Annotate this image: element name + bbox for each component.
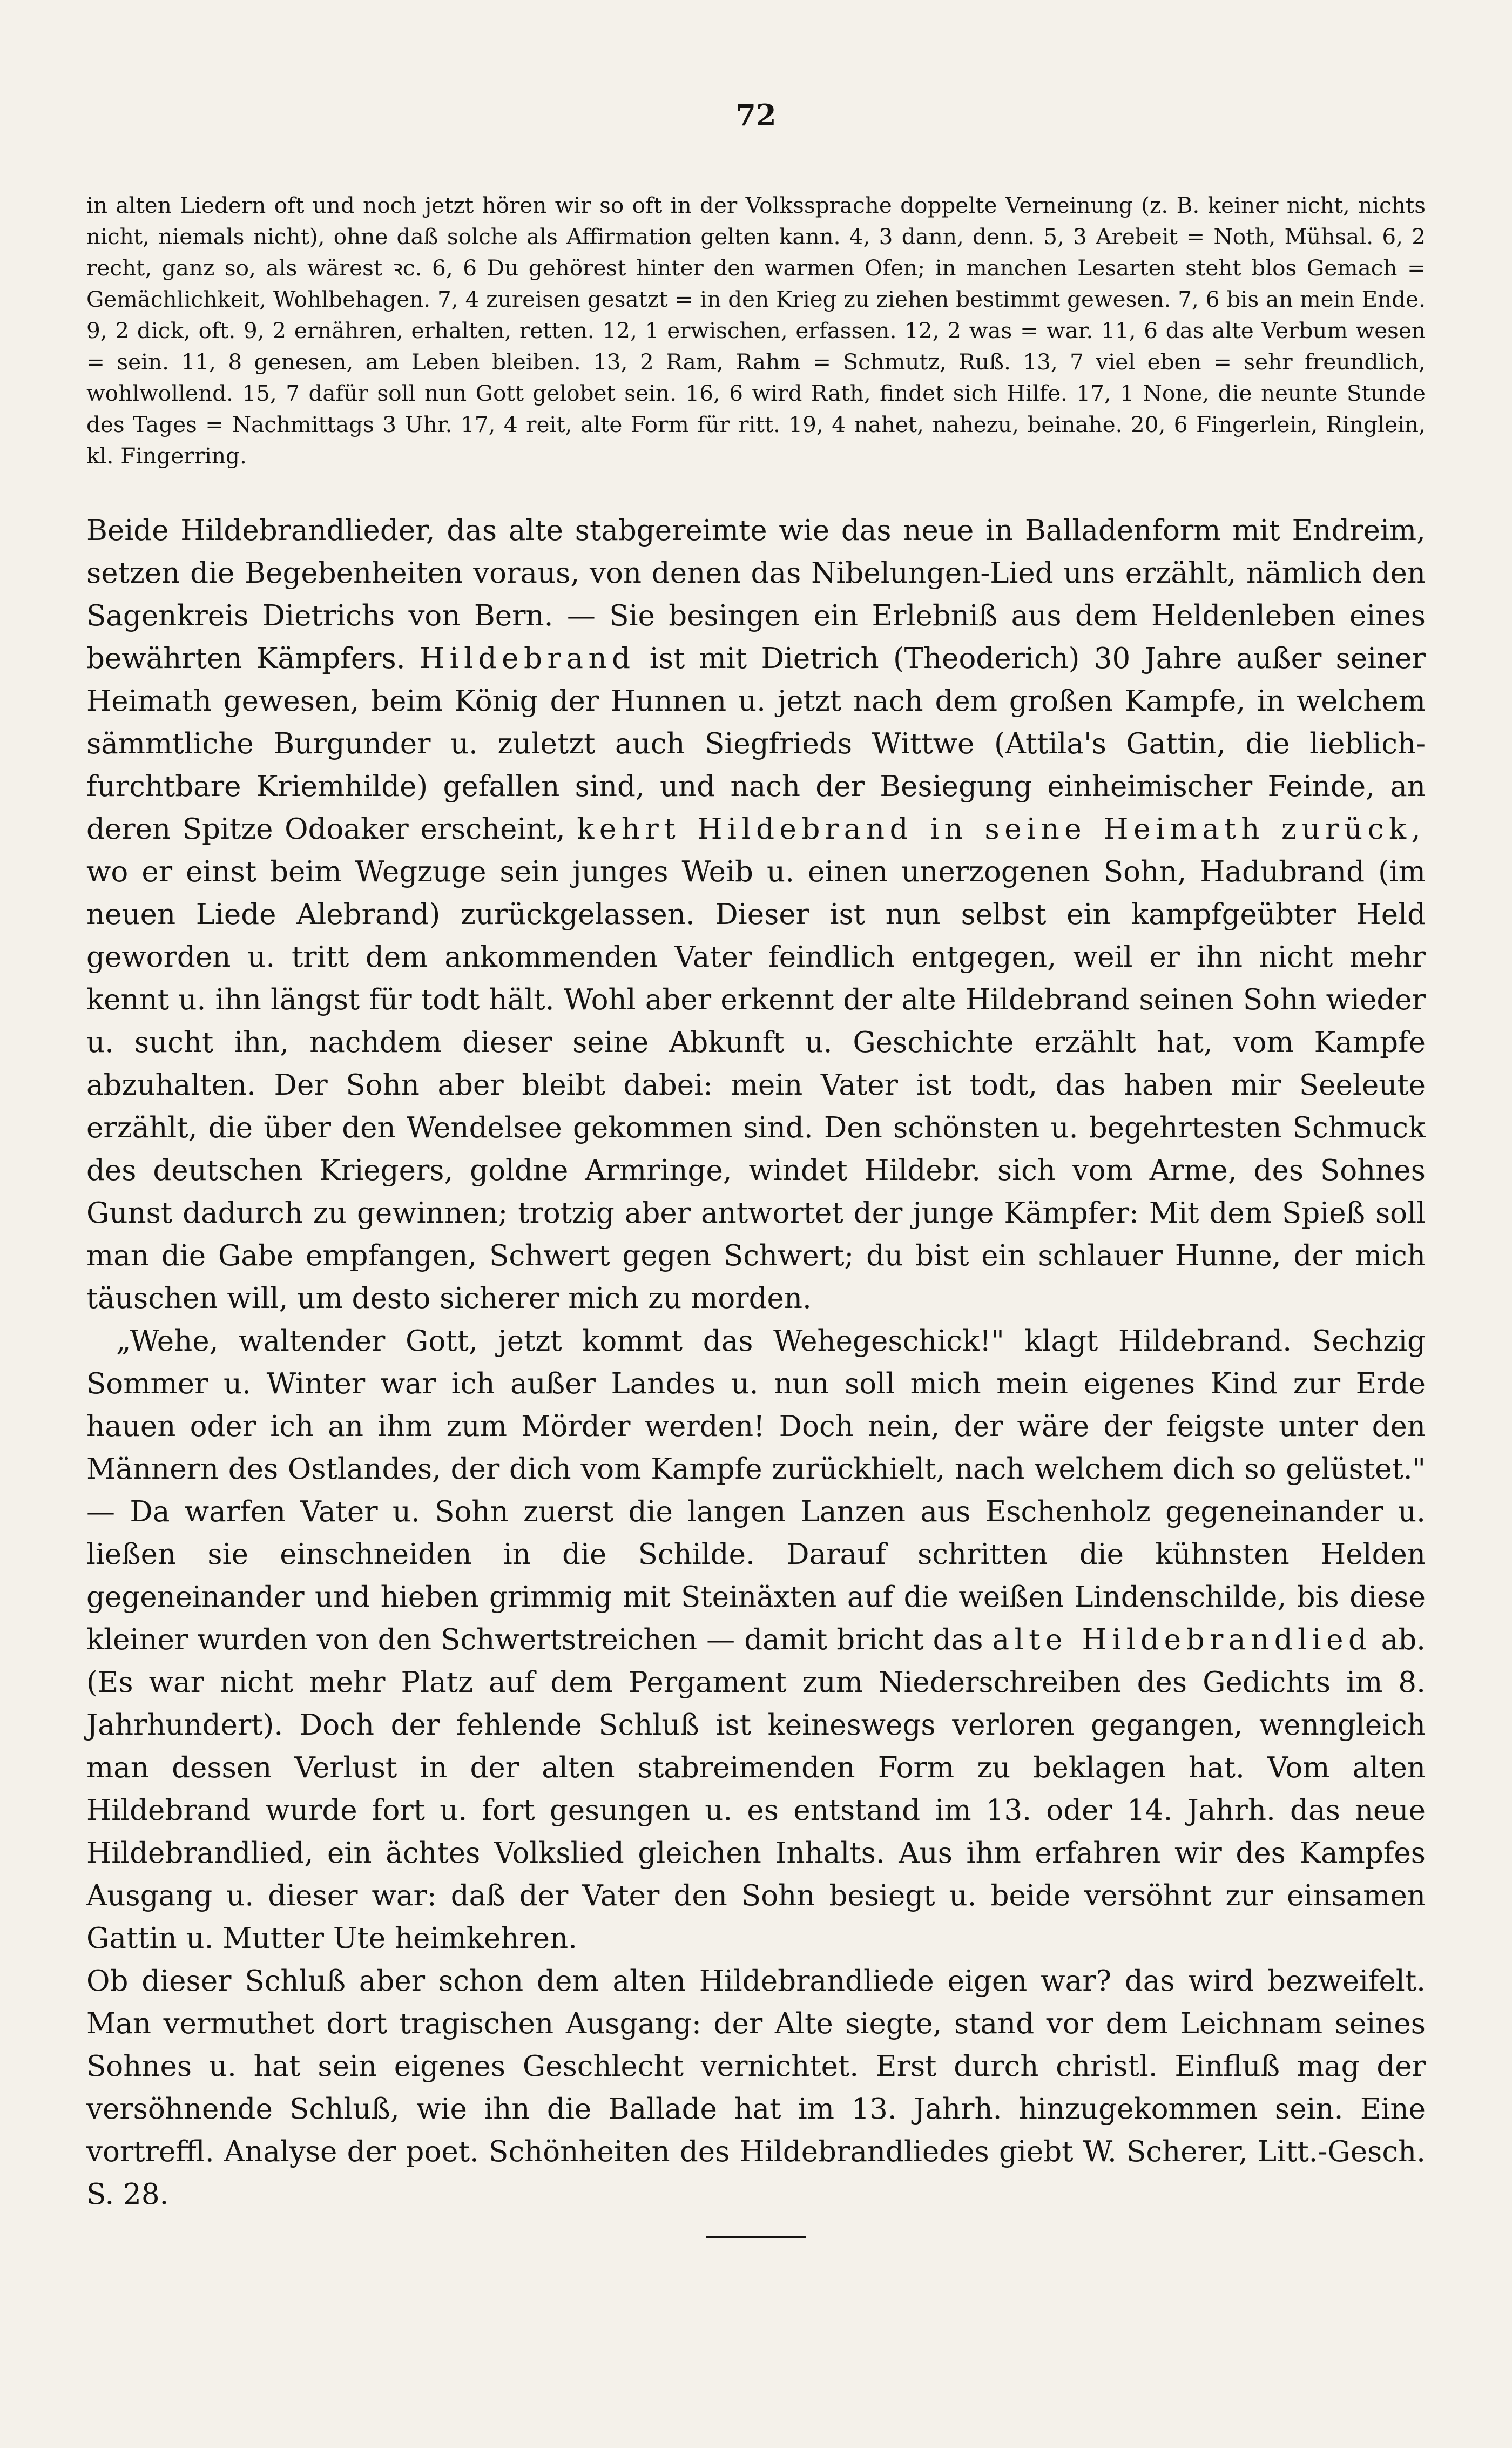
- footnotes-text: in alten Liedern oft und noch jetzt hören wir so oft in der Volkssprache doppelte Verneinung (z. B. keiner nicht, nichts nicht, niemals nicht), ohne daß solche als Affirmation gelten kann. 4, 3 dann, denn. 5, 3 Arebeit = Noth, Mühsal. 6, 2 recht, ganz so, als wärest ꝛc. 6, 6 Du gehörest hinter den warmen Ofen; in manchen Lesarten steht blos Gemach = Gemächlichkeit, Wohlbehagen. 7, 4 zureisen gesatzt = in den Krieg zu ziehen bestimmt gewesen. 7, 6 bis an mein Ende. 9, 2 dick, oft. 9, 2 ernähren, erhalten, retten. 12, 1 erwischen, erfassen. 12, 2 was = war. 11, 6 das alte Verbum wesen = sein. 11, 8 genesen, am Leben bleiben. 13, 2 Ram, Rahm = Schmutz, Ruß. 13, 7 viel eben = sehr freundlich, wohlwollend. 15, 7 dafür soll nun Gott gelobet sein. 16, 6 wird Rath, findet sich Hilfe. 17, 1 None, die neunte Stunde des Tages = Nachmittags 3 Uhr. 17, 4 reit, alte Form für ritt. 19, 4 nahet, nahezu, beinahe. 20, 6 Fingerlein, Ringlein, kl. Fingerring.: [86, 192, 1426, 469]
- emphasis-homecoming: kehrt Hildebrand in seine Heimath zurück,: [577, 813, 1426, 846]
- paragraph-2-part-b: ab. (Es war nicht mehr Platz auf dem Pergament zum Niederschreiben des Gedichts im 8. Jahrhundert). Doch der fehlende Schluß ist keineswegs verloren gegangen, wenngleich man dessen Verlust in der alten stabreimenden Form zu beklagen hat. Vom alten Hildebrand wurde fort u. fort gesungen u. es entstand im 13. oder 14. Jahrh. das neue Hildebrandlied, ein ächtes Volkslied gleichen Inhalts. Aus ihm erfahren wir des Kampfes Ausgang u. dieser war: daß der Vater den Sohn besiegt u. beide versöhnt zur einsamen Gattin u. Mutter Ute heimkehren.: [86, 1623, 1426, 1955]
- paragraph-1-part-c: wo er einst beim Wegzuge sein junges Weib u. einen unerzogenen Sohn, Hadubrand (im neuen Liede Alebrand) zurückgelassen. Dieser ist nun selbst ein kampfgeübter Held geworden u. tritt dem ankommenden Vater feindlich entgegen, weil er ihn nicht mehr kennt u. ihn längst für todt hält. Wohl aber erkennt der alte Hildebrand seinen Sohn wieder u. sucht ihn, nachdem dieser seine Abkunft u. Geschichte erzählt hat, vom Kampfe abzuhalten. Der Sohn aber bleibt dabei: mein Vater ist todt, das haben mir Seeleute erzählt, die über den Wendelsee gekommen sind. Den schönsten u. begehrtesten Schmuck des deutschen Kriegers, goldne Armringe, windet Hildebr. sich vom Arme, des Sohnes Gunst dadurch zu gewinnen; trotzig aber antwortet der junge Kämpfer: Mit dem Spieß soll man die Gabe empfangen, Schwert gegen Schwert; du bist ein schlauer Hunne, der mich täuschen will, um desto sicherer mich zu morden.: [86, 855, 1426, 1315]
- closing-rule: [706, 2236, 806, 2238]
- emphasis-hildebrand: Hildebrand: [419, 642, 636, 675]
- main-text: [86, 509, 1426, 2216]
- emphasis-old-hildebrandlied: alte Hildebrandlied: [992, 1623, 1372, 1656]
- paragraph-1-part-a: Beide Hildebrandlieder, das alte stabgereimte wie das neue in Balladenform mit Endreim, setzen die Begebenheiten voraus, von denen das Nibelungen-Lied uns erzählt, nämlich den Sagenkreis Dietrichs von Bern. — Sie besingen ein Erlebniß aus dem Heldenleben eines bewährten Kämpfers.: [86, 514, 1426, 675]
- paragraph-3: [86, 1960, 1426, 2216]
- page-number: 72: [735, 98, 777, 132]
- paragraph-2-part-a: „Wehe, waltender Gott, jetzt kommt das Wehegeschick!" klagt Hildebrand. Sechzig Sommer u. Winter war ich außer Landes u. nun soll mich mein eigenes Kind zur Erde hauen oder ich an ihm zum Mörder werden! Doch nein, der wäre der feigste unter den Männern des Ostlandes, der dich vom Kampfe zurückhielt, nach welchem dich so gelüstet." — Da warfen Vater u. Sohn zuerst die langen Lanzen aus Eschenholz gegeneinander u. ließen sie einschneiden in die Schilde. Darauf schritten die kühnsten Helden gegeneinander und hieben grimmig mit Steinäxten auf die weißen Lindenschilde, bis diese kleiner wurden von den Schwertstreichen — damit bricht das: [86, 1325, 1426, 1656]
- footnotes-block: [86, 190, 1426, 471]
- paragraph-3-text: Ob dieser Schluß aber schon dem alten Hildebrandliede eigen war? das wird bezweifelt. Man vermuthet dort tragischen Ausgang: der Alte siegte, stand vor dem Leichnam seines Sohnes u. hat sein eigenes Geschlecht vernichtet. Erst durch christl. Einfluß mag der versöhnende Schluß, wie ihn die Ballade hat im 13. Jahrh. hinzugekommen sein. Eine vortreffl. Analyse der poet. Schönheiten des Hildebrandliedes giebt W. Scherer, Litt.-Gesch. S. 28.: [86, 1965, 1426, 2211]
- paragraph-2: [86, 1320, 1426, 1960]
- paragraph-1: [86, 509, 1426, 1320]
- book-page: [86, 97, 1426, 2419]
- paragraph-1-part-b: ist mit Dietrich (Theoderich) 30 Jahre außer seiner Heimath gewesen, beim König der Hunnen u. jetzt nach dem großen Kampfe, in welchem sämmtliche Burgunder u. zuletzt auch Siegfrieds Wittwe (Attila's Gattin, die lieblich-furchtbare Kriemhilde) gefallen sind, und nach der Besiegung einheimischer Feinde, an deren Spitze Odoaker erscheint,: [86, 642, 1426, 846]
